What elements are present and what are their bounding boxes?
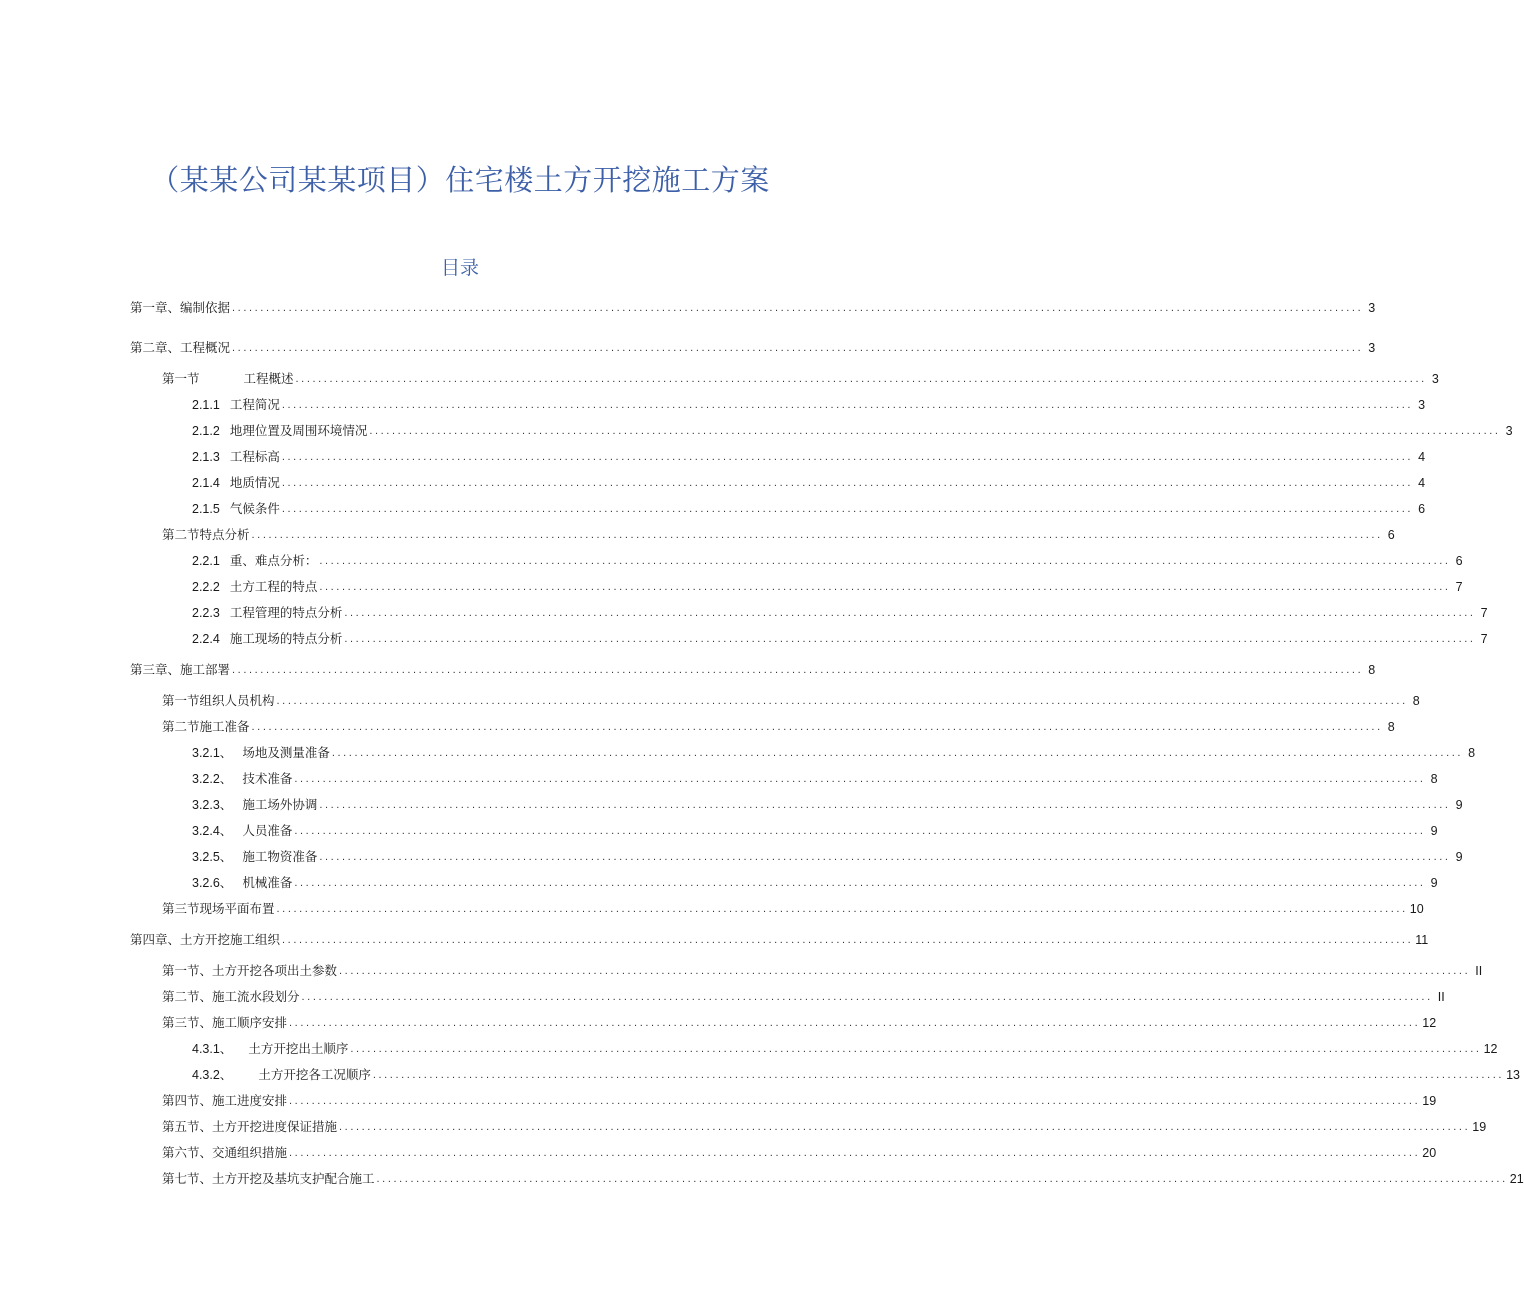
toc-entry-label: 工程概述 [243, 371, 294, 386]
toc-entry-label: 第二章、工程概况 [130, 340, 231, 355]
toc-entry-page-number: 13 [1506, 1068, 1520, 1082]
toc-entry-label: 第三节现场平面布置 [162, 901, 275, 916]
toc-entry-number: 3.2.4、 [192, 824, 233, 838]
toc-dot-leader: ........................................................................................................................................................................................................ [281, 399, 1414, 411]
toc-dot-leader: ........................................................................................................................................................................................................ [251, 529, 1383, 541]
toc-entry[interactable] [192, 551, 1463, 571]
toc-entry-number: 3.2.1、 [192, 746, 233, 760]
document-title: （某某公司某某项目）住宅楼土方开挖施工方案 [150, 163, 770, 197]
toc-entry-label: 第一章、编制依据 [130, 300, 231, 315]
toc-dot-leader: ........................................................................................................................................................................................................ [281, 451, 1414, 463]
toc-entry-label: 第一节、土方开挖各项出土参数 [162, 963, 338, 978]
toc-entry[interactable] [162, 717, 1395, 737]
toc-entry-number: 2.1.5 [192, 502, 220, 516]
toc-dot-leader: ........................................................................................................................................................................................................ [344, 607, 1476, 619]
toc-dot-leader: ........................................................................................................................................................................................................ [232, 664, 1364, 676]
toc-dot-leader: ........................................................................................................................................................................................................ [369, 425, 1501, 437]
toc-entry-number: 3.2.2、 [192, 772, 233, 786]
toc-entry[interactable] [162, 1143, 1437, 1163]
toc-entry-label: 土方开挖出土顺序 [248, 1041, 349, 1056]
toc-entry-label: 第二节施工准备 [162, 719, 250, 734]
toc-entry[interactable] [192, 629, 1488, 649]
toc-entry-label: 第三章、施工部署 [130, 662, 231, 677]
toc-dot-leader: ........................................................................................................................................................................................................ [339, 1121, 1471, 1133]
toc-entry[interactable] [162, 899, 1424, 919]
toc-entry-page-number: 21 [1509, 1172, 1524, 1186]
toc-entry-label: 地质情况 [229, 475, 280, 490]
toc-entry-number: 2.1.4 [192, 476, 220, 490]
toc-entry-page-number: 8 [1468, 746, 1476, 760]
toc-entry-page-number: II [1475, 964, 1483, 978]
toc-entry-number: 4.3.1、 [192, 1042, 233, 1056]
toc-entry-page-number: 19 [1422, 1094, 1437, 1108]
toc-entry-page-number: 6 [1418, 502, 1426, 516]
toc-entry[interactable] [130, 338, 1376, 358]
toc-entry[interactable] [130, 930, 1429, 950]
toc-dot-leader: ........................................................................................................................................................................................................ [232, 342, 1364, 354]
toc-dot-leader: ........................................................................................................................................................................................................ [331, 747, 1464, 759]
toc-entry[interactable] [162, 1091, 1437, 1111]
toc-dot-leader: ........................................................................................................................................................................................................ [295, 373, 1427, 385]
toc-entry-page-number: 10 [1409, 902, 1424, 916]
toc-entry[interactable] [162, 525, 1395, 545]
toc-dot-leader: ........................................................................................................................................................................................................ [319, 581, 1451, 593]
toc-entry-page-number: 11 [1415, 933, 1429, 947]
toc-dot-leader: ........................................................................................................................................................................................................ [350, 1043, 1482, 1055]
toc-entry[interactable] [192, 473, 1426, 493]
toc-entry-page-number: 9 [1455, 798, 1463, 812]
toc-entry-label: 第七节、土方开挖及基坑支护配合施工 [162, 1171, 375, 1186]
toc-entry[interactable] [192, 1065, 1520, 1085]
toc-entry[interactable] [192, 603, 1488, 623]
toc-entry-label: 第四章、土方开挖施工组织 [130, 932, 281, 947]
toc-entry-page-number: 12 [1422, 1016, 1437, 1030]
toc-entry-number: 3.2.5、 [192, 850, 233, 864]
toc-entry[interactable] [130, 660, 1376, 680]
toc-entry-number: 3.2.6、 [192, 876, 233, 890]
toc-entry-number: 3.2.3、 [192, 798, 233, 812]
toc-dot-leader: ........................................................................................................................................................................................................ [289, 1147, 1421, 1159]
toc-entry-label: 地理位置及周围环境情况 [229, 423, 368, 438]
toc-entry-label: 第四节、施工进度安排 [162, 1093, 288, 1108]
toc-entry-number: 2.2.4 [192, 632, 220, 646]
toc-entry-number: 2.1.1 [192, 398, 220, 412]
toc-entry-page-number: 20 [1422, 1146, 1437, 1160]
toc-entry-number: 2.2.1 [192, 554, 220, 568]
toc-entry-page-number: 6 [1455, 554, 1463, 568]
toc-dot-leader: ........................................................................................................................................................................................................ [344, 633, 1476, 645]
toc-dot-leader: ........................................................................................................................................................................................................ [339, 965, 1471, 977]
toc-entry-page-number: 3 [1368, 301, 1376, 315]
toc-entry-label: 第六节、交通组织措施 [162, 1145, 288, 1160]
toc-entry-label: 场地及测量准备 [242, 745, 330, 760]
toc-entry-page-number: 3 [1418, 398, 1426, 412]
toc-entry-label: 土方工程的特点 [229, 579, 318, 594]
toc-entry[interactable] [130, 298, 1376, 318]
toc-entry[interactable] [192, 873, 1438, 893]
toc-entry[interactable] [192, 769, 1438, 789]
toc-entry-label: 工程简况 [229, 397, 280, 412]
toc-entry[interactable] [192, 743, 1476, 763]
toc-entry-label: 工程标高 [229, 449, 280, 464]
toc-entry-page-number: 4 [1418, 450, 1426, 464]
toc-dot-leader: ........................................................................................................................................................................................................ [372, 1069, 1505, 1081]
toc-entry-page-number: 9 [1430, 824, 1438, 838]
toc-dot-leader: ........................................................................................................................................................................................................ [294, 825, 1426, 837]
toc-dot-leader: ........................................................................................................................................................................................................ [319, 851, 1451, 863]
toc-entry-page-number: 7 [1455, 580, 1463, 594]
toc-entry[interactable] [192, 847, 1463, 867]
toc-dot-leader: ........................................................................................................................................................................................................ [281, 503, 1414, 515]
toc-dot-leader: ........................................................................................................................................................................................................ [376, 1173, 1508, 1185]
toc-entry-page-number: 8 [1387, 720, 1395, 734]
toc-entry-page-number: 7 [1480, 606, 1488, 620]
toc-dot-leader: ........................................................................................................................................................................................................ [251, 721, 1383, 733]
toc-entry-label: 施工现场的特点分析 [229, 631, 343, 646]
toc-dot-leader: ........................................................................................................................................................................................................ [276, 903, 1408, 915]
toc-entry-number: 第一节 [162, 372, 200, 386]
toc-entry-page-number: 8 [1430, 772, 1438, 786]
toc-entry[interactable] [162, 369, 1439, 389]
toc-entry[interactable] [162, 987, 1445, 1007]
toc-entry[interactable] [192, 421, 1513, 441]
toc-entry-page-number: 9 [1455, 850, 1463, 864]
toc-dot-leader: ........................................................................................................................................................................................................ [301, 991, 1433, 1003]
toc-dot-leader: ........................................................................................................................................................................................................ [319, 555, 1451, 567]
toc-entry[interactable] [162, 1117, 1487, 1137]
toc-entry-label: 第二节、施工流水段划分 [162, 989, 300, 1004]
toc-entry-page-number: 8 [1368, 663, 1376, 677]
toc-entry-page-number: 4 [1418, 476, 1426, 490]
toc-dot-leader: ........................................................................................................................................................................................................ [319, 799, 1451, 811]
toc-entry-label: 第五节、土方开挖进度保证措施 [162, 1119, 338, 1134]
toc-entry[interactable] [192, 821, 1438, 841]
toc-entry-label: 机械准备 [242, 875, 293, 890]
toc-entry-page-number: 8 [1412, 694, 1420, 708]
toc-entry[interactable] [162, 961, 1483, 981]
toc-dot-leader: ........................................................................................................................................................................................................ [232, 302, 1364, 314]
toc-entry-label: 工程管理的特点分析 [229, 605, 343, 620]
toc-entry-page-number: 9 [1430, 876, 1438, 890]
toc-entry-number: 2.2.3 [192, 606, 220, 620]
toc-entry-label: 重、难点分析： [229, 553, 318, 568]
toc-dot-leader: ........................................................................................................................................................................................................ [289, 1017, 1421, 1029]
toc-entry-label: 第二节特点分析 [162, 527, 250, 542]
toc-entry-page-number: II [1437, 990, 1445, 1004]
toc-entry-label: 施工场外协调 [242, 797, 318, 812]
toc-dot-leader: ........................................................................................................................................................................................................ [289, 1095, 1421, 1107]
toc-entry-page-number: 6 [1387, 528, 1395, 542]
toc-entry-page-number: 12 [1483, 1042, 1498, 1056]
toc-heading: 目录 [440, 257, 479, 279]
toc-entry[interactable] [192, 795, 1463, 815]
toc-dot-leader: ........................................................................................................................................................................................................ [294, 773, 1426, 785]
toc-entry[interactable] [162, 691, 1420, 711]
toc-entry-number: 2.1.3 [192, 450, 220, 464]
toc-entry-label: 第三节、施工顺序安排 [162, 1015, 288, 1030]
toc-entry-label: 施工物资准备 [242, 849, 318, 864]
toc-entry[interactable] [192, 577, 1463, 597]
toc-entry-page-number: 3 [1505, 424, 1513, 438]
toc-entry-page-number: 7 [1480, 632, 1488, 646]
toc-entry-label: 技术准备 [242, 771, 293, 786]
toc-entry-number: 4.3.2、 [192, 1068, 233, 1082]
toc-entry-page-number: 3 [1368, 341, 1376, 355]
toc-dot-leader: ........................................................................................................................................................................................................ [294, 877, 1426, 889]
toc-entry-number: 2.1.2 [192, 424, 220, 438]
toc-dot-leader: ........................................................................................................................................................................................................ [281, 477, 1414, 489]
toc-entry-label: 人员准备 [242, 823, 293, 838]
toc-entry-label: 土方开挖各工况顺序 [258, 1067, 371, 1082]
toc-entry[interactable] [162, 1013, 1437, 1033]
toc-entry-label: 气候条件 [229, 501, 280, 516]
toc-entry[interactable] [162, 1169, 1524, 1189]
toc-dot-leader: ........................................................................................................................................................................................................ [276, 695, 1408, 707]
toc-entry-number: 2.2.2 [192, 580, 220, 594]
toc-entry[interactable] [192, 1039, 1498, 1059]
toc-dot-leader: ........................................................................................................................................................................................................ [282, 934, 1414, 946]
toc-entry[interactable] [192, 395, 1426, 415]
toc-entry-page-number: 3 [1431, 372, 1439, 386]
toc-entry-label: 第一节组织人员机构 [162, 693, 275, 708]
toc-entry[interactable] [192, 499, 1426, 519]
toc-entry-page-number: 19 [1472, 1120, 1487, 1134]
toc-entry[interactable] [192, 447, 1426, 467]
